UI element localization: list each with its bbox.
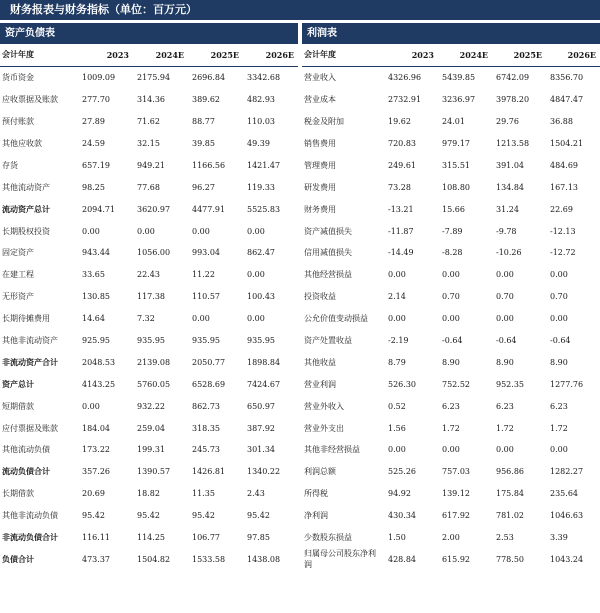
row-label: 长期待摊费用 — [2, 314, 50, 324]
row-value: 3978.20 — [496, 95, 530, 105]
row-value: 4326.96 — [388, 73, 422, 83]
row-value: -13.21 — [388, 204, 414, 214]
table-row — [302, 527, 600, 549]
row-value: 0.00 — [496, 314, 514, 324]
table-row — [0, 264, 298, 286]
row-label: 资产总计 — [2, 378, 34, 389]
balance-sheet-table — [0, 44, 298, 570]
column-header-label: 会计年度 — [302, 44, 384, 66]
row-value: 0.00 — [192, 314, 210, 324]
row-value: -0.64 — [442, 336, 463, 346]
row-value: 173.22 — [82, 445, 110, 455]
row-value: 8.79 — [388, 357, 406, 367]
row-value: 1390.57 — [137, 467, 171, 477]
row-value: 3.39 — [550, 533, 568, 543]
table-row — [0, 286, 298, 308]
row-value: 32.15 — [137, 139, 160, 148]
row-label: 非流动负债合计 — [2, 532, 58, 543]
row-label: 固定资产 — [2, 248, 34, 258]
income-statement-panel — [302, 20, 600, 570]
row-value: 0.00 — [192, 226, 210, 236]
row-value: 757.03 — [442, 467, 470, 477]
row-value: 315.51 — [442, 160, 470, 170]
row-label: 其他非流动负债 — [2, 511, 58, 521]
table-row — [302, 373, 600, 395]
column-header-2023: 2023 — [384, 44, 438, 66]
row-value: 175.84 — [496, 489, 524, 499]
balance-sheet-body — [0, 66, 298, 570]
income-statement-column-headers — [302, 44, 600, 66]
row-value: 108.80 — [442, 182, 470, 192]
row-label: 财务费用 — [304, 204, 336, 214]
row-value: 952.35 — [496, 379, 524, 389]
table-row — [302, 111, 600, 133]
row-value: -8.28 — [442, 248, 463, 258]
row-value: 5439.85 — [442, 73, 476, 83]
row-value: 617.92 — [442, 511, 470, 521]
row-value: 1009.09 — [82, 73, 116, 83]
row-value: 15.66 — [442, 204, 465, 214]
row-value: 862.47 — [247, 248, 275, 258]
row-value: 235.64 — [550, 489, 578, 499]
table-row — [0, 308, 298, 330]
row-value: 2050.77 — [192, 357, 226, 367]
income-statement-table — [302, 44, 600, 570]
row-value: 993.04 — [192, 248, 220, 258]
row-value: 4143.25 — [82, 379, 116, 389]
row-value: 657.19 — [82, 160, 110, 170]
balance-sheet-panel — [0, 20, 298, 570]
row-value: 301.34 — [247, 445, 275, 455]
row-label: 归属母公司股东净利润 — [304, 549, 376, 570]
row-value: 130.85 — [82, 292, 110, 302]
row-value: 1056.00 — [137, 248, 171, 258]
table-row — [302, 351, 600, 373]
table-row — [302, 308, 600, 330]
row-value: 650.97 — [247, 401, 275, 411]
row-value: 2139.08 — [137, 357, 171, 367]
row-value: 0.00 — [247, 314, 265, 324]
row-label: 流动资产总计 — [2, 203, 50, 214]
row-value: -0.64 — [496, 336, 517, 346]
row-value: 979.17 — [442, 139, 470, 148]
table-row — [302, 66, 600, 88]
row-value: 2.00 — [442, 533, 460, 543]
income-statement-header: 利润表 — [302, 23, 600, 44]
row-label: 利润总额 — [304, 467, 336, 477]
row-value: 2696.84 — [192, 73, 226, 83]
row-value: 778.50 — [496, 554, 524, 564]
table-row — [302, 242, 600, 264]
row-value: 1.56 — [388, 423, 406, 433]
row-value: 1.72 — [442, 423, 460, 433]
row-value: 95.42 — [137, 511, 160, 521]
row-value: 277.70 — [82, 95, 110, 105]
row-value: 2175.94 — [137, 73, 171, 83]
row-value: 36.88 — [550, 117, 573, 127]
column-header-label: 会计年度 — [0, 44, 78, 66]
row-value: 1426.81 — [192, 467, 226, 477]
table-row — [0, 373, 298, 395]
row-value: 1438.08 — [247, 554, 281, 564]
row-label: 营业利润 — [304, 379, 336, 389]
table-row — [302, 264, 600, 286]
row-value: 526.30 — [388, 379, 416, 389]
column-header-2024e: 2024E — [438, 44, 492, 66]
row-value: 0.00 — [550, 445, 568, 455]
row-value: 1.50 — [388, 533, 406, 543]
row-value: 39.85 — [192, 139, 215, 148]
row-value: 2.14 — [388, 292, 406, 302]
row-value: 0.00 — [82, 226, 100, 236]
row-value: 259.04 — [137, 423, 165, 433]
row-value: 0.00 — [442, 314, 460, 324]
row-value: 106.77 — [192, 533, 220, 543]
row-value: 2094.71 — [82, 204, 116, 214]
row-label: 净利润 — [304, 511, 328, 521]
table-row — [302, 89, 600, 111]
table-row — [302, 395, 600, 417]
row-value: 249.61 — [388, 160, 416, 170]
row-value: 2.53 — [496, 533, 514, 543]
row-label: 应收票据及账款 — [2, 95, 58, 105]
row-value: 33.65 — [82, 270, 105, 280]
row-value: 245.73 — [192, 445, 220, 455]
row-value: -12.72 — [550, 248, 576, 258]
row-value: 184.04 — [82, 423, 110, 433]
table-row — [0, 176, 298, 198]
row-value: 8356.70 — [550, 73, 584, 83]
row-value: 0.00 — [82, 401, 100, 411]
row-value: 20.69 — [82, 489, 105, 499]
table-row — [0, 330, 298, 352]
table-row — [302, 461, 600, 483]
row-value: 525.26 — [388, 467, 416, 477]
row-value: 95.42 — [247, 511, 270, 521]
column-header-2024e: 2024E — [133, 44, 188, 66]
row-value: 116.11 — [82, 533, 110, 543]
row-value: 29.76 — [496, 117, 519, 127]
row-label: 少数股东损益 — [304, 533, 352, 543]
row-value: -7.89 — [442, 226, 463, 236]
row-value: 935.95 — [247, 336, 275, 346]
table-row — [0, 198, 298, 220]
row-value: 11.22 — [192, 270, 215, 280]
row-value: 2048.53 — [82, 357, 116, 367]
row-value: 781.02 — [496, 511, 524, 521]
row-value: 482.93 — [247, 95, 275, 105]
row-value: 1.72 — [550, 423, 568, 433]
row-value: 139.12 — [442, 489, 470, 499]
row-label: 无形资产 — [2, 292, 34, 302]
table-row — [0, 395, 298, 417]
row-value: 77.68 — [137, 182, 160, 192]
report-columns — [0, 20, 600, 570]
row-value: 6742.09 — [496, 73, 530, 83]
row-value: 24.01 — [442, 117, 465, 127]
row-label: 应付票据及账款 — [2, 423, 58, 433]
row-value: 1166.56 — [192, 160, 226, 170]
row-value: 935.95 — [192, 336, 220, 346]
row-value: 0.00 — [442, 445, 460, 455]
row-label: 货币资金 — [2, 73, 34, 83]
row-value: 0.00 — [496, 445, 514, 455]
row-value: 71.62 — [137, 117, 160, 127]
row-value: -10.26 — [496, 248, 522, 258]
table-row — [0, 111, 298, 133]
row-value: 862.73 — [192, 401, 220, 411]
row-value: 98.25 — [82, 182, 105, 192]
row-value: 5525.83 — [247, 204, 281, 214]
row-value: 720.83 — [388, 139, 416, 148]
row-value: 88.77 — [192, 117, 215, 127]
row-value: 925.95 — [82, 336, 110, 346]
row-value: 3342.68 — [247, 73, 281, 83]
row-value: 949.21 — [137, 160, 165, 170]
row-value: 1282.27 — [550, 467, 584, 477]
column-header-2025e: 2025E — [492, 44, 546, 66]
row-value: -9.78 — [496, 226, 517, 236]
row-value: 100.43 — [247, 292, 275, 302]
row-label: 管理费用 — [304, 160, 336, 170]
row-value: 97.85 — [247, 533, 270, 543]
table-row — [0, 89, 298, 111]
row-value: 391.04 — [496, 160, 524, 170]
row-label: 营业外支出 — [304, 423, 344, 433]
row-value: 2732.91 — [388, 95, 422, 105]
row-value: 1046.63 — [550, 511, 584, 521]
row-value: 615.92 — [442, 554, 470, 564]
row-value: 484.69 — [550, 160, 578, 170]
row-value: 0.00 — [247, 270, 265, 280]
row-value: 3236.97 — [442, 95, 476, 105]
row-label: 长期股权投资 — [2, 226, 50, 236]
row-value: 6528.69 — [192, 379, 226, 389]
column-header-2026e: 2026E — [546, 44, 600, 66]
row-value: 0.70 — [550, 292, 568, 302]
table-row — [0, 66, 298, 88]
row-value: 0.00 — [137, 226, 155, 236]
row-value: 11.35 — [192, 489, 215, 499]
income-statement-body — [302, 66, 600, 570]
table-row — [0, 133, 298, 155]
row-value: 95.42 — [82, 511, 105, 521]
row-value: 134.84 — [496, 182, 524, 192]
row-value: 199.31 — [137, 445, 165, 455]
table-row — [302, 154, 600, 176]
row-value: 0.52 — [388, 401, 406, 411]
row-value: 389.62 — [192, 95, 220, 105]
row-label: 预付账款 — [2, 117, 34, 127]
table-row — [0, 154, 298, 176]
row-value: 94.92 — [388, 489, 411, 499]
row-value: 752.52 — [442, 379, 470, 389]
row-value: 387.92 — [247, 423, 275, 433]
table-row — [302, 176, 600, 198]
row-label: 其他非经营损益 — [304, 445, 360, 455]
table-row — [0, 461, 298, 483]
row-value: 473.37 — [82, 554, 110, 564]
row-label: 其他非流动资产 — [2, 336, 58, 346]
table-row — [0, 527, 298, 549]
row-label: 公允价值变动损益 — [304, 314, 368, 324]
row-label: 其他收益 — [304, 357, 336, 367]
row-label: 销售费用 — [304, 139, 336, 148]
row-value: 314.36 — [137, 95, 165, 105]
row-value: 1421.47 — [247, 160, 281, 170]
row-label: 所得税 — [304, 489, 328, 499]
row-label: 投资收益 — [304, 292, 336, 302]
table-row — [302, 286, 600, 308]
row-value: 110.57 — [192, 292, 220, 302]
row-value: 24.59 — [82, 139, 105, 148]
table-row — [0, 351, 298, 373]
table-row — [302, 417, 600, 439]
row-value: 2.43 — [247, 489, 265, 499]
row-label: 资产处置收益 — [304, 336, 352, 346]
row-label: 其他流动资产 — [2, 182, 50, 192]
row-value: 0.00 — [388, 314, 406, 324]
row-label: 其他经营损益 — [304, 270, 352, 280]
row-value: 114.25 — [137, 533, 165, 543]
row-label: 在建工程 — [2, 270, 34, 280]
row-value: 22.69 — [550, 204, 573, 214]
row-value: 8.90 — [496, 357, 514, 367]
row-value: 0.00 — [247, 226, 265, 236]
row-label: 营业外收入 — [304, 401, 344, 411]
table-row — [302, 505, 600, 527]
column-header-2025e: 2025E — [188, 44, 243, 66]
row-value: 18.82 — [137, 489, 160, 499]
row-label: 短期借款 — [2, 401, 34, 411]
row-value: 430.34 — [388, 511, 416, 521]
row-value: 943.44 — [82, 248, 110, 258]
row-label: 研发费用 — [304, 182, 336, 192]
row-value: 1504.82 — [137, 554, 171, 564]
row-value: 1340.22 — [247, 467, 281, 477]
row-value: 8.90 — [442, 357, 460, 367]
table-row — [0, 439, 298, 461]
row-label: 其他应收款 — [2, 139, 42, 148]
row-value: 4477.91 — [192, 204, 226, 214]
row-value: -11.87 — [388, 226, 414, 236]
row-value: 4847.47 — [550, 95, 584, 105]
row-label: 资产减值损失 — [304, 226, 352, 236]
row-value: 22.43 — [137, 270, 160, 280]
row-value: 0.00 — [496, 270, 514, 280]
row-label: 非流动资产合计 — [2, 356, 58, 367]
row-value: 3620.97 — [137, 204, 171, 214]
table-row — [302, 330, 600, 352]
row-value: 7.32 — [137, 314, 155, 324]
row-label: 长期借款 — [2, 489, 34, 499]
table-row — [0, 548, 298, 570]
row-value: 27.89 — [82, 117, 105, 127]
table-row — [302, 133, 600, 155]
row-value: 6.23 — [496, 401, 514, 411]
row-label: 信用减值损失 — [304, 248, 352, 258]
row-value: 14.64 — [82, 314, 105, 324]
row-value: 96.27 — [192, 182, 215, 192]
row-value: 1043.24 — [550, 554, 584, 564]
row-label: 存货 — [2, 160, 18, 170]
column-header-2026e: 2026E — [243, 44, 298, 66]
row-value: 1213.58 — [496, 139, 530, 148]
row-label: 税金及附加 — [304, 117, 344, 127]
row-value: 0.00 — [388, 445, 406, 455]
table-row — [0, 483, 298, 505]
row-label: 其他流动负债 — [2, 445, 50, 455]
table-row — [0, 242, 298, 264]
row-value: 0.70 — [442, 292, 460, 302]
row-value: 1898.84 — [247, 357, 281, 367]
row-value: 119.33 — [247, 182, 275, 192]
row-value: 0.00 — [388, 270, 406, 280]
row-value: 31.24 — [496, 204, 519, 214]
table-row — [0, 417, 298, 439]
row-label: 营业成本 — [304, 95, 336, 105]
row-value: 0.70 — [496, 292, 514, 302]
row-value: 0.00 — [550, 314, 568, 324]
row-value: -14.49 — [388, 248, 414, 258]
row-label: 流动负债合计 — [2, 466, 50, 477]
row-value: 1533.58 — [192, 554, 226, 564]
table-row — [302, 198, 600, 220]
row-value: 428.84 — [388, 554, 416, 564]
row-label: 营业收入 — [304, 73, 336, 83]
table-row — [302, 483, 600, 505]
balance-sheet-header: 资产负债表 — [0, 23, 298, 44]
row-value: 167.13 — [550, 182, 578, 192]
row-value: 318.35 — [192, 423, 220, 433]
row-value: 932.22 — [137, 401, 165, 411]
row-value: 73.28 — [388, 182, 411, 192]
row-value: 95.42 — [192, 511, 215, 521]
row-value: 1277.76 — [550, 379, 584, 389]
row-value: 49.39 — [247, 139, 270, 148]
row-value: 6.23 — [550, 401, 568, 411]
row-value: 1504.21 — [550, 139, 584, 148]
row-value: 6.23 — [442, 401, 460, 411]
row-value: 0.00 — [550, 270, 568, 280]
row-value: 357.26 — [82, 467, 110, 477]
row-value: 935.95 — [137, 336, 165, 346]
report-title: 财务报表与财务指标（单位：百万元） — [0, 0, 600, 20]
row-value: 8.90 — [550, 357, 568, 367]
table-row — [0, 505, 298, 527]
table-row — [302, 220, 600, 242]
table-row — [302, 548, 600, 570]
row-value: 956.86 — [496, 467, 524, 477]
row-value: 0.00 — [442, 270, 460, 280]
row-value: -0.64 — [550, 336, 571, 346]
row-value: 110.03 — [247, 117, 275, 127]
table-row — [302, 439, 600, 461]
row-value: 5760.05 — [137, 379, 171, 389]
column-header-2023: 2023 — [78, 44, 133, 66]
row-value: 7424.67 — [247, 379, 281, 389]
row-label: 负债合计 — [2, 553, 34, 564]
row-value: -12.13 — [550, 226, 576, 236]
balance-sheet-column-headers — [0, 44, 298, 66]
row-value: 117.38 — [137, 292, 165, 302]
table-row — [0, 220, 298, 242]
row-value: 1.72 — [496, 423, 514, 433]
row-value: -2.19 — [388, 336, 409, 346]
row-value: 19.62 — [388, 117, 411, 127]
